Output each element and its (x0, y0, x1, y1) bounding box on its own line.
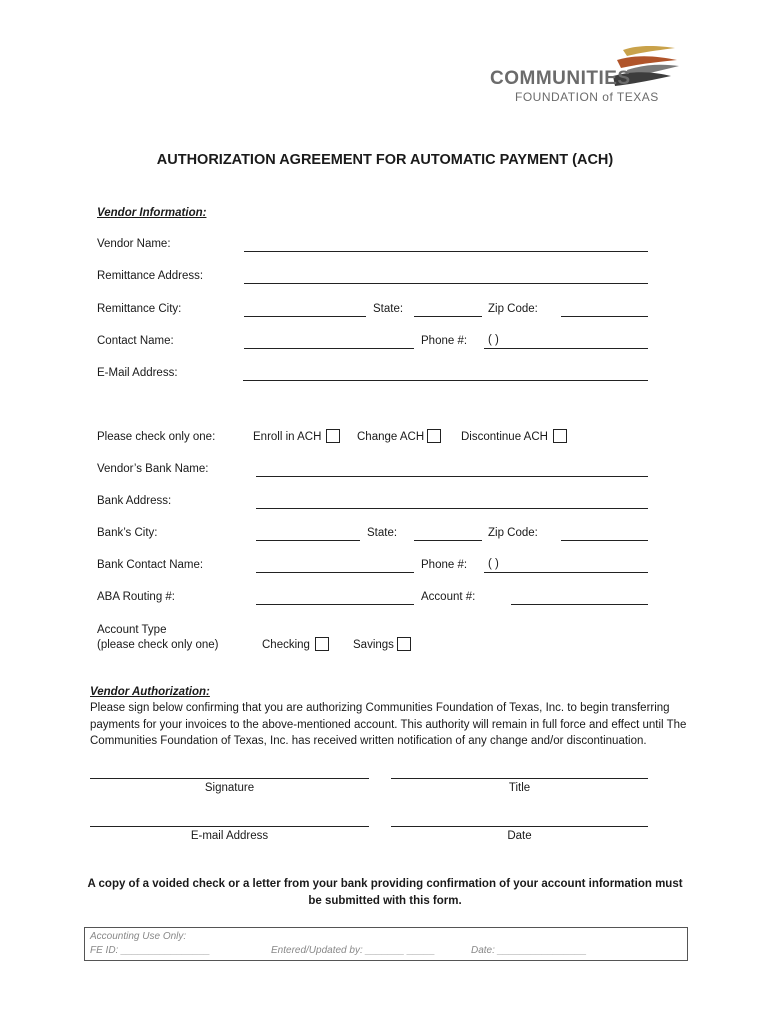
date-field[interactable] (391, 826, 648, 827)
contact-name-label: Contact Name: (97, 335, 174, 347)
title-label: Title (508, 782, 531, 794)
bank-contact-label: Bank Contact Name: (97, 559, 204, 571)
form-title: AUTHORIZATION AGREEMENT FOR AUTOMATIC PAYMENT (ACH) (156, 152, 614, 168)
bank-contact-field[interactable] (256, 572, 414, 573)
email-label: E-Mail Address: (97, 367, 178, 379)
bank-address-field[interactable] (256, 508, 648, 509)
bank-zip-label: Zip Code: (488, 527, 538, 539)
checking-label: Checking (262, 639, 310, 651)
enroll-ach-checkbox[interactable] (326, 429, 340, 443)
authorization-heading: Vendor Authorization: (90, 686, 210, 698)
fe-id-label: FE ID: ________________ (90, 945, 211, 956)
state-label: State: (373, 303, 404, 315)
remittance-city-field[interactable] (244, 316, 366, 317)
account-type-note: (please check only one) (97, 639, 219, 651)
aba-label: ABA Routing #: (97, 591, 175, 603)
vendor-name-label: Vendor Name: (97, 238, 171, 250)
bank-name-field[interactable] (256, 476, 648, 477)
signature-label: Signature (204, 782, 255, 794)
bank-state-label: State: (367, 527, 398, 539)
checking-checkbox[interactable] (315, 637, 329, 651)
change-ach-label: Change ACH (357, 431, 425, 443)
check-one-label: Please check only one: (97, 431, 216, 443)
bank-city-label: Bank’s City: (97, 527, 158, 539)
account-number-field[interactable] (511, 604, 648, 605)
account-number-label: Account #: (421, 591, 476, 603)
remittance-city-label: Remittance City: (97, 303, 182, 315)
accounting-use-label: Accounting Use Only: (90, 931, 187, 942)
enroll-ach-label: Enroll in ACH (253, 431, 322, 443)
signature-field[interactable] (90, 778, 369, 779)
accounting-date-label: Date: ________________ (471, 945, 587, 956)
zip-label: Zip Code: (488, 303, 538, 315)
vendor-info-heading: Vendor Information: (97, 207, 207, 219)
contact-name-field[interactable] (244, 348, 414, 349)
aba-field[interactable] (256, 604, 414, 605)
remittance-address-label: Remittance Address: (97, 270, 204, 282)
zip-field[interactable] (561, 316, 648, 317)
email-field[interactable] (243, 380, 648, 381)
bank-phone-field[interactable] (484, 572, 648, 573)
accounting-use-box (84, 927, 688, 961)
remittance-address-field[interactable] (244, 283, 648, 284)
state-field[interactable] (414, 316, 482, 317)
voided-check-notice: A copy of a voided check or a letter from your bank providing confirmation of your account information must be submitted with this form. (87, 878, 683, 907)
bank-phone-label: Phone #: (421, 559, 468, 571)
bank-phone-paren: ( ) (488, 558, 499, 570)
phone-field[interactable] (484, 348, 648, 349)
email-address-label: E-mail Address (190, 830, 269, 842)
email-address-field[interactable] (90, 826, 369, 827)
phone-label: Phone #: (421, 335, 468, 347)
phone-paren: ( ) (488, 334, 499, 346)
discontinue-ach-checkbox[interactable] (553, 429, 567, 443)
account-type-label: Account Type (97, 624, 167, 636)
logo-line1: COMMUNITIES (490, 68, 631, 89)
bank-state-field[interactable] (414, 540, 482, 541)
bank-city-field[interactable] (256, 540, 360, 541)
entered-by-label: Entered/Updated by: _______ _____ (271, 945, 436, 956)
vendor-name-field[interactable] (244, 251, 648, 252)
bank-address-label: Bank Address: (97, 495, 172, 507)
authorization-text: Please sign below confirming that you are authorizing Communities Foundation of Texas, Inc. to begin transferring payments for your invoices to the above-mentioned account. This authority will remain in full force and effect until The Communities Foundation of Texas, Inc. has received written notification of any change and/or discontinuation. (90, 702, 687, 747)
bank-zip-field[interactable] (561, 540, 648, 541)
change-ach-checkbox[interactable] (427, 429, 441, 443)
logo-line2: FOUNDATION of TEXAS (515, 90, 659, 104)
bank-name-label: Vendor’s Bank Name: (97, 463, 209, 475)
title-field[interactable] (391, 778, 648, 779)
discontinue-ach-label: Discontinue ACH (461, 431, 548, 443)
savings-checkbox[interactable] (397, 637, 411, 651)
date-label: Date (507, 830, 532, 842)
savings-label: Savings (353, 639, 394, 651)
